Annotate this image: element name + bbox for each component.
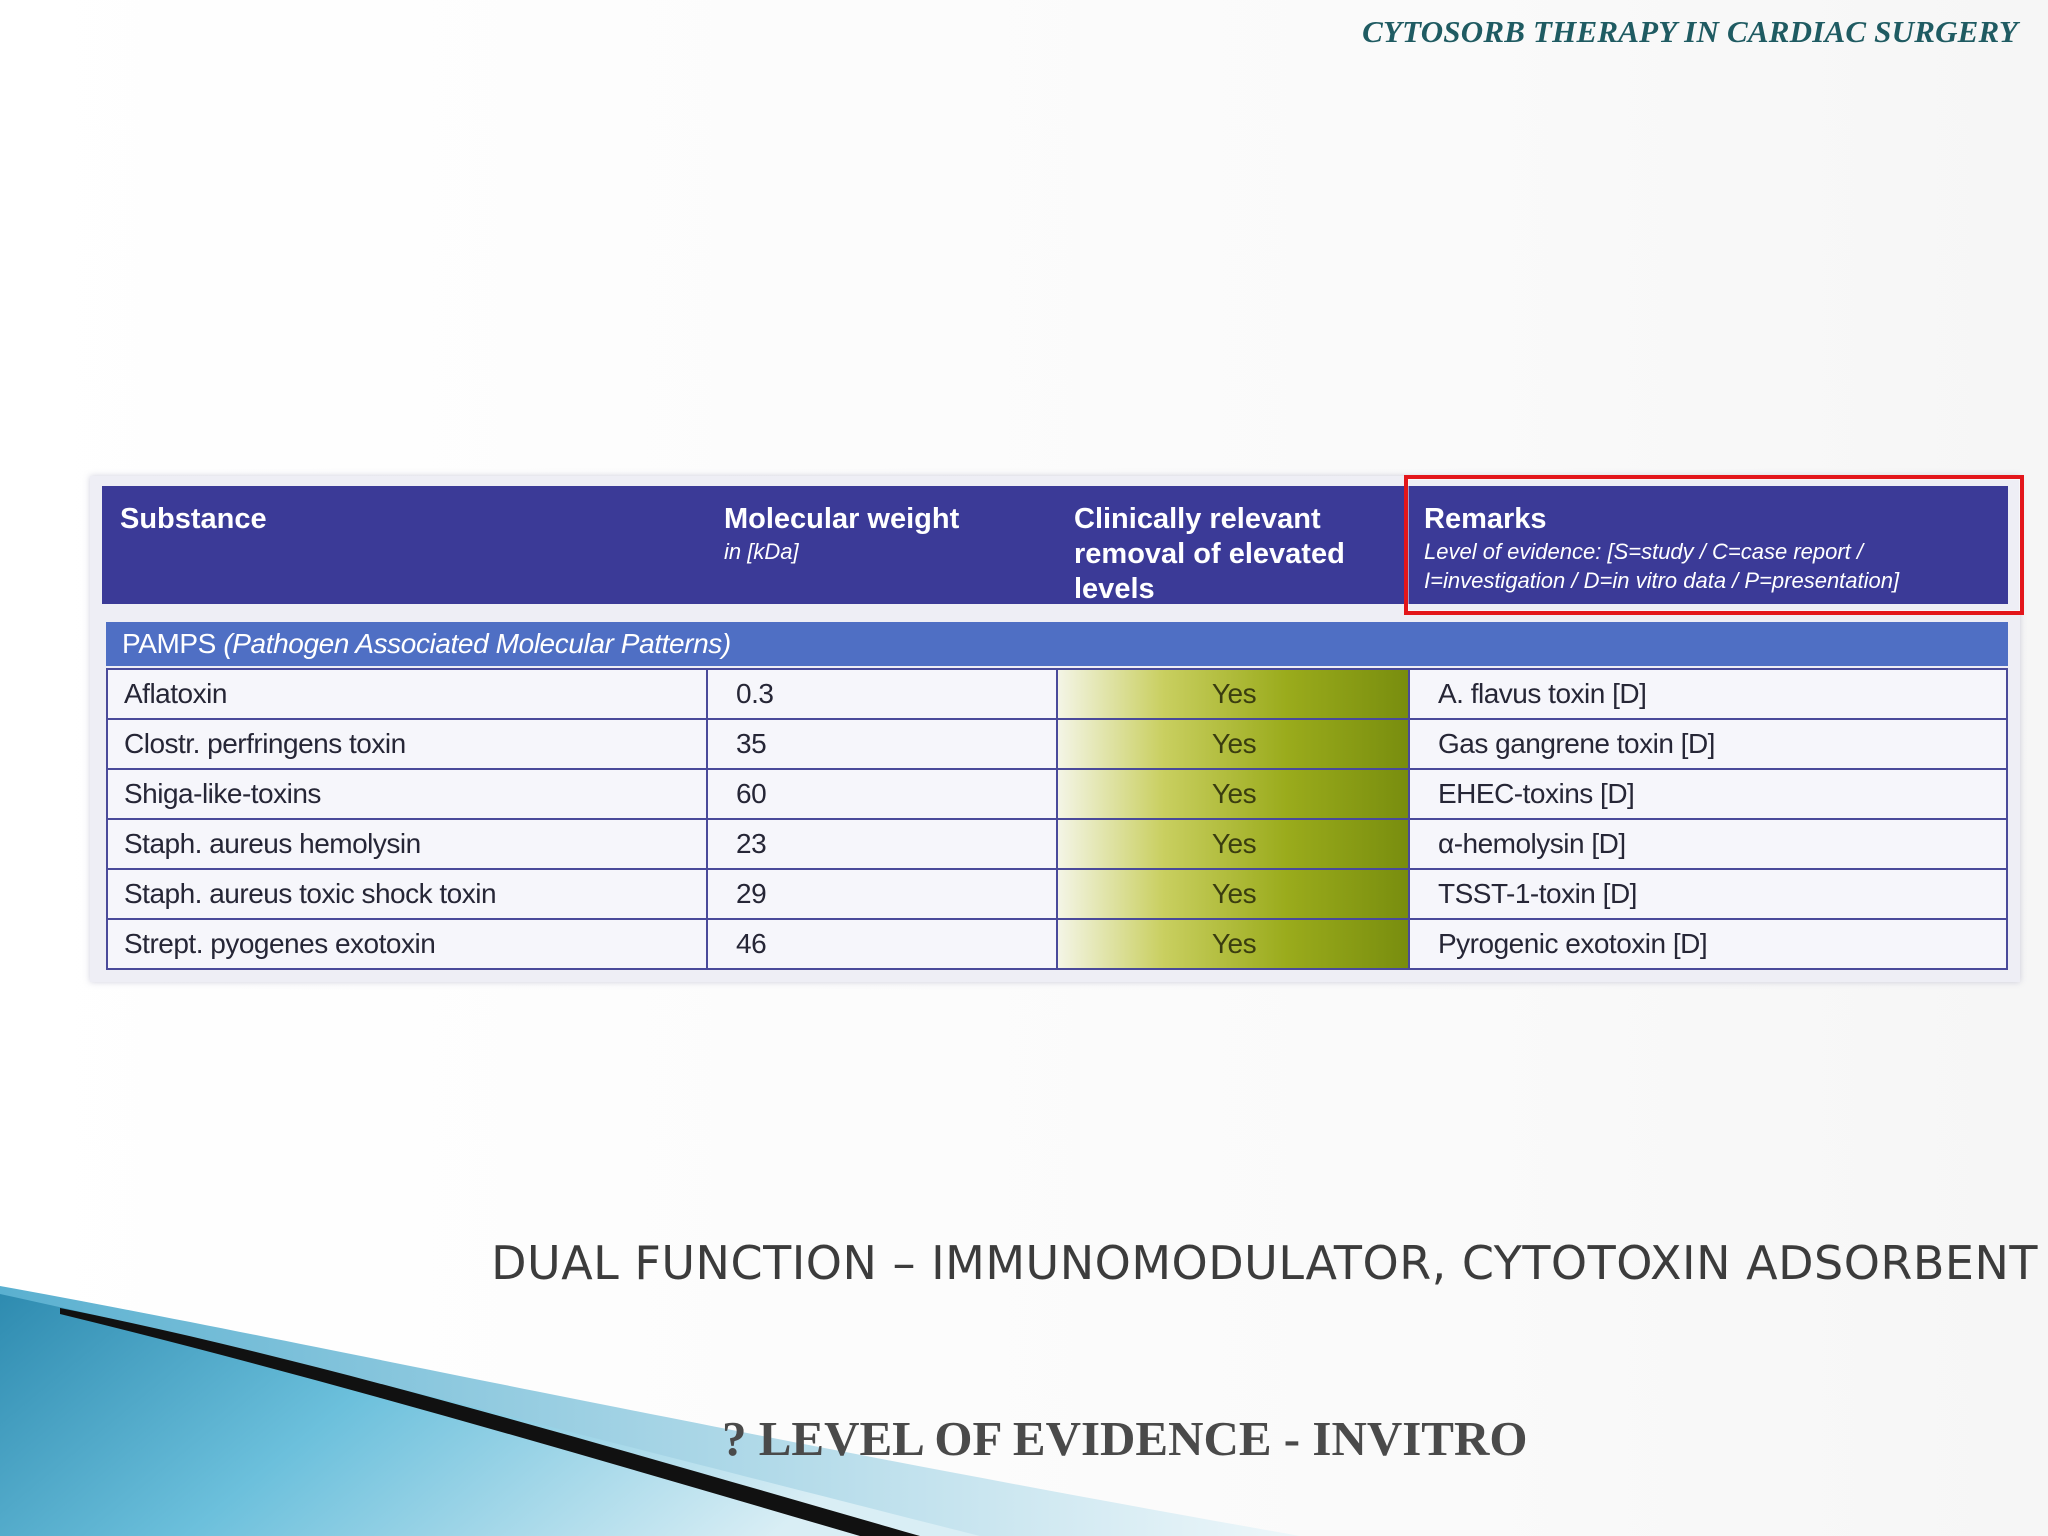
cell-substance: Staph. aureus toxic shock toxin xyxy=(124,878,497,909)
cell-mw: 0.3 xyxy=(706,670,1056,718)
table-body xyxy=(106,668,2008,970)
header-remarks-note: Level of evidence: [S=study / C=case report / I=investigation / D=in vitro data / P=presentation] xyxy=(1424,539,1900,593)
remarks-highlight-box xyxy=(1404,475,2024,615)
header-removal-label: Clinically relevant removal of elevated levels xyxy=(1074,503,1345,605)
header-remarks-label: Remarks xyxy=(1424,503,1547,535)
group-label: PAMPS xyxy=(122,628,216,659)
cell-removal: Yes xyxy=(1056,820,1410,868)
cell-remark: Pyrogenic exotoxin [D] xyxy=(1408,920,2008,968)
cell-remark: α-hemolysin [D] xyxy=(1408,820,2008,868)
cell-mw: 60 xyxy=(706,770,1056,818)
header-substance xyxy=(120,502,267,537)
cell-substance: Strept. pyogenes exotoxin xyxy=(124,928,436,959)
evidence-question: ? LEVEL OF EVIDENCE - INVITRO xyxy=(722,1411,1528,1466)
table-row xyxy=(108,768,2006,818)
table-row xyxy=(108,918,2006,968)
cell-removal: Yes xyxy=(1056,920,1410,968)
cell-mw: 46 xyxy=(706,920,1056,968)
table-row xyxy=(108,718,2006,768)
cell-remark: EHEC-toxins [D] xyxy=(1408,770,2008,818)
slide-subtitle: DUAL FUNCTION – IMMUNOMODULATOR, CYTOTOXIN ADSORBENT xyxy=(491,1236,2038,1290)
cell-removal: Yes xyxy=(1056,870,1410,918)
table-row xyxy=(108,868,2006,918)
header-mw-unit: in [kDa] xyxy=(724,539,799,564)
table-row xyxy=(108,818,2006,868)
header-mw-label: Molecular weight xyxy=(724,503,960,535)
cell-removal: Yes xyxy=(1056,670,1410,718)
table-row xyxy=(108,670,2006,718)
header-substance-label: Substance xyxy=(120,503,267,535)
cell-remark: TSST-1-toxin [D] xyxy=(1408,870,2008,918)
cell-remark: A. flavus toxin [D] xyxy=(1408,670,2008,718)
cell-mw: 35 xyxy=(706,720,1056,768)
cell-remark: Gas gangrene toxin [D] xyxy=(1408,720,2008,768)
cell-removal: Yes xyxy=(1056,720,1410,768)
slide-header-title: CYTOSORB THERAPY IN CARDIAC SURGERY xyxy=(1362,14,2018,49)
group-description: (Pathogen Associated Molecular Patterns) xyxy=(223,628,731,659)
cell-substance: Staph. aureus hemolysin xyxy=(124,828,421,859)
cell-substance: Shiga-like-toxins xyxy=(124,778,321,809)
cell-substance: Clostr. perfringens toxin xyxy=(124,728,406,759)
group-row-pamps xyxy=(106,622,2008,666)
header-molecular-weight xyxy=(724,502,959,566)
cell-mw: 23 xyxy=(706,820,1056,868)
header-removal xyxy=(1074,502,1374,607)
cell-substance: Aflatoxin xyxy=(124,678,227,709)
cell-removal: Yes xyxy=(1056,770,1410,818)
decorative-swoosh xyxy=(0,1280,1300,1536)
cell-mw: 29 xyxy=(706,870,1056,918)
